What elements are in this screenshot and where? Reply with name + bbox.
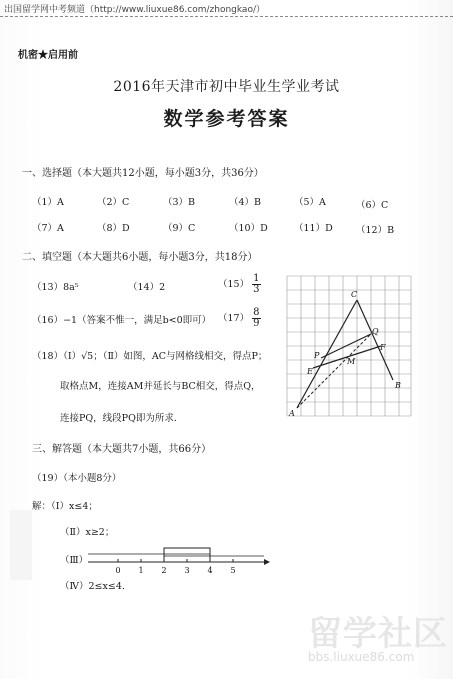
fraction-numerator: 1 (253, 273, 260, 284)
mc-answer-2: （2）C (97, 197, 130, 208)
tick-label-0: 0 (115, 566, 121, 575)
fill-answer-16: （16）−1（答案不惟一，满足b<0即可） (32, 315, 212, 326)
mc-answer-7: （7）A (32, 223, 64, 234)
tick-label-4: 4 (207, 566, 213, 575)
label-P: P (314, 351, 320, 360)
mc-answer-5: （5）A (294, 197, 326, 208)
fill-answer-13: （13）8a⁵ (32, 282, 79, 293)
fill-answer-17 (218, 308, 261, 329)
solution-part-2: （Ⅱ）x≥2； (60, 527, 115, 538)
answer-title: 数学参考答案 (163, 108, 290, 130)
tick-label-2: 2 (161, 566, 167, 575)
fill-answer-18-line3: 连接PQ，线段PQ即为所求. (60, 413, 177, 424)
section-1-heading: 一、选择题（本大题共12小题，每小题3分，共36分） (22, 168, 264, 179)
watermark-title: 留学社区 (308, 614, 448, 654)
fill-answer-18-line1: （18）（Ⅰ）√5；（Ⅱ）如图，AC与网格线相交，得点P； (32, 351, 268, 362)
mc-answer-1: （1）A (32, 197, 64, 208)
mc-answer-4: （4）B (229, 197, 262, 208)
fraction-one-third (252, 274, 260, 295)
label-F: F (380, 343, 386, 352)
tick-label-3: 3 (184, 566, 190, 575)
question-19-heading: （19）（本小题8分） (32, 473, 122, 484)
segment-AC (297, 300, 357, 408)
exam-title: 2016年天津市初中毕业生学业考试 (113, 79, 340, 95)
header-divider (0, 16, 453, 18)
confidential-mark: 机密★启用前 (18, 50, 78, 61)
watermark-url: bbs.liuxue86.com (308, 650, 415, 664)
solution-part-1: 解：（Ⅰ）x≤4； (32, 501, 98, 512)
tick-label-1: 1 (138, 566, 144, 575)
label-A: A (289, 409, 295, 418)
fraction-eight-ninths (252, 308, 260, 329)
fill-answer-18-line2: 取格点M，连接AM并延长与BC相交，得点Q， (60, 381, 261, 392)
label-B: B (395, 381, 401, 390)
tick-label-5: 5 (230, 566, 236, 575)
fill-answer-15 (218, 274, 261, 295)
section-2-heading: 二、填空题（本大题共6小题，每小题3分，共18分） (22, 252, 258, 263)
section-3-heading: 三、解答题（本大题共7小题，共66分） (32, 444, 212, 455)
solution-part-4: （Ⅳ）2≤x≤4. (60, 581, 125, 592)
mc-answer-11: （11）D (294, 223, 333, 234)
page-header-source: 出国留学网中考频道（http://www.liuxue86.com/zhongkao/） (4, 5, 265, 15)
label-E: E (307, 367, 313, 376)
fraction-numerator: 8 (253, 307, 260, 318)
mc-answer-10: （10）D (229, 223, 268, 234)
label-C: C (351, 290, 358, 299)
fill-answer-15-label: （15） (218, 279, 250, 290)
mc-answer-12: （12）B (356, 225, 395, 236)
label-Q: Q (372, 327, 379, 336)
site-watermark (302, 606, 452, 676)
segment-CB (357, 300, 393, 380)
mc-answer-9: （9）C (163, 223, 196, 234)
number-line-figure (86, 542, 272, 576)
mc-answer-6: （6）C (356, 200, 389, 211)
mc-answer-3: （3）B (163, 197, 196, 208)
fraction-denominator: 9 (253, 318, 260, 329)
label-M: M (347, 357, 356, 366)
fill-answer-17-label: （17） (218, 313, 250, 324)
scan-smudge (10, 510, 32, 580)
fraction-denominator: 3 (253, 284, 260, 295)
grid-geometry-figure (283, 272, 415, 420)
mc-answer-8: （8）D (97, 223, 130, 234)
fill-answer-14: （14）2 (128, 282, 166, 293)
solution-part-3-label: （Ⅲ） (60, 555, 89, 566)
